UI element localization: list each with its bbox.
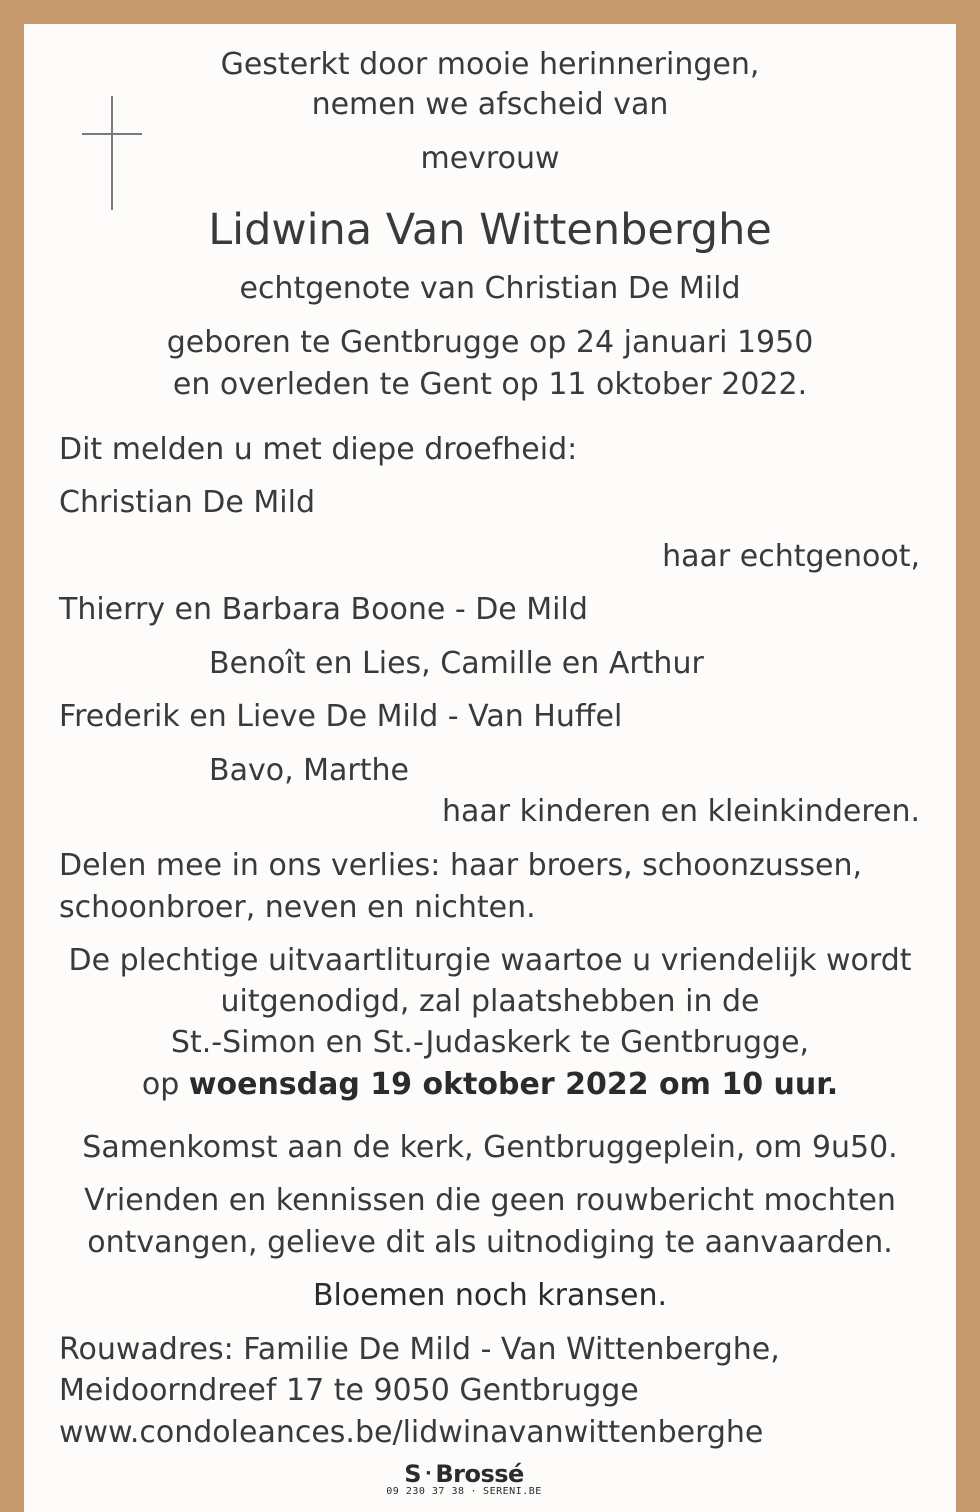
intro-line-1: Gesterkt door mooie herinneringen, <box>220 47 760 82</box>
mourner-child-1: Thierry en Barbara Boone - De Mild <box>59 592 588 627</box>
funeral-home-site[interactable]: SERENI.BE <box>483 1486 542 1497</box>
ceremony-date-line <box>24 1067 956 1103</box>
mourner-children-role: haar kinderen en kleinkinderen. <box>442 794 920 829</box>
logo-initial: S <box>404 1460 421 1488</box>
others-line-1: Delen mee in ons verlies: haar broers, schoonzussen, <box>59 848 863 883</box>
invite-line-2: ontvangen, gelieve dit als uitnodiging te aanvaarden. <box>87 1225 893 1260</box>
others-line-2: schoonbroer, neven en nichten. <box>59 890 536 925</box>
ceremony-line-3: St.-Simon en St.-Judaskerk te Gentbrugge, <box>170 1025 810 1060</box>
address-line-2: Meidoorndreef 17 te 9050 Gentbrugge <box>59 1373 639 1408</box>
mourners-intro: Dit melden u met diepe droefheid: <box>59 432 578 467</box>
ceremony-line-2: uitgenodigd, zal plaatshebben in de <box>220 984 760 1019</box>
logo-name: Brossé <box>435 1460 524 1488</box>
condolence-website[interactable]: www.condoleances.be/lidwinavanwittenberghe <box>59 1415 764 1450</box>
mourner-grandchildren-1: Benoît en Lies, Camille en Arthur <box>209 646 704 681</box>
honorific: mevrouw <box>420 141 560 176</box>
gathering-line: Samenkomst aan de kerk, Gentbruggeplein, om 9u50. <box>82 1130 898 1165</box>
contact-separator: · <box>470 1486 478 1497</box>
ceremony-date-prefix: op <box>141 1067 189 1102</box>
ceremony-date: woensdag 19 oktober 2022 om 10 uur. <box>188 1067 839 1102</box>
mourner-spouse: Christian De Mild <box>59 485 315 520</box>
ceremony-line-1: De plechtige uitvaartliturgie waartoe u vriendelijk wordt <box>68 943 912 978</box>
funeral-home-contact <box>300 1486 628 1498</box>
mourner-spouse-role: haar echtgenoot, <box>662 539 920 574</box>
mourner-grandchildren-2: Bavo, Marthe <box>209 753 409 788</box>
funeral-home-phone: 09 230 37 38 <box>386 1486 465 1497</box>
mourner-child-2: Frederik en Lieve De Mild - Van Huffel <box>59 699 623 734</box>
funeral-home-footer <box>300 1460 628 1497</box>
deceased-name: Lidwina Van Wittenberghe <box>208 205 772 255</box>
birth-line: geboren te Gentbrugge op 24 januari 1950 <box>166 325 814 360</box>
cross-icon-bar <box>82 133 142 135</box>
logo-dot: · <box>424 1463 432 1484</box>
flowers-line: Bloemen noch kransen. <box>312 1278 668 1313</box>
funeral-home-logo <box>300 1462 628 1486</box>
spouse-line: echtgenote van Christian De Mild <box>239 271 741 306</box>
address-line-1: Rouwadres: Familie De Mild - Van Wittenberghe, <box>59 1332 780 1367</box>
obituary-card <box>24 24 956 1512</box>
intro-line-2: nemen we afscheid van <box>311 87 669 122</box>
invite-line-1: Vrienden en kennissen die geen rouwbericht mochten <box>84 1183 896 1218</box>
death-line: en overleden te Gent op 11 oktober 2022. <box>172 367 808 402</box>
